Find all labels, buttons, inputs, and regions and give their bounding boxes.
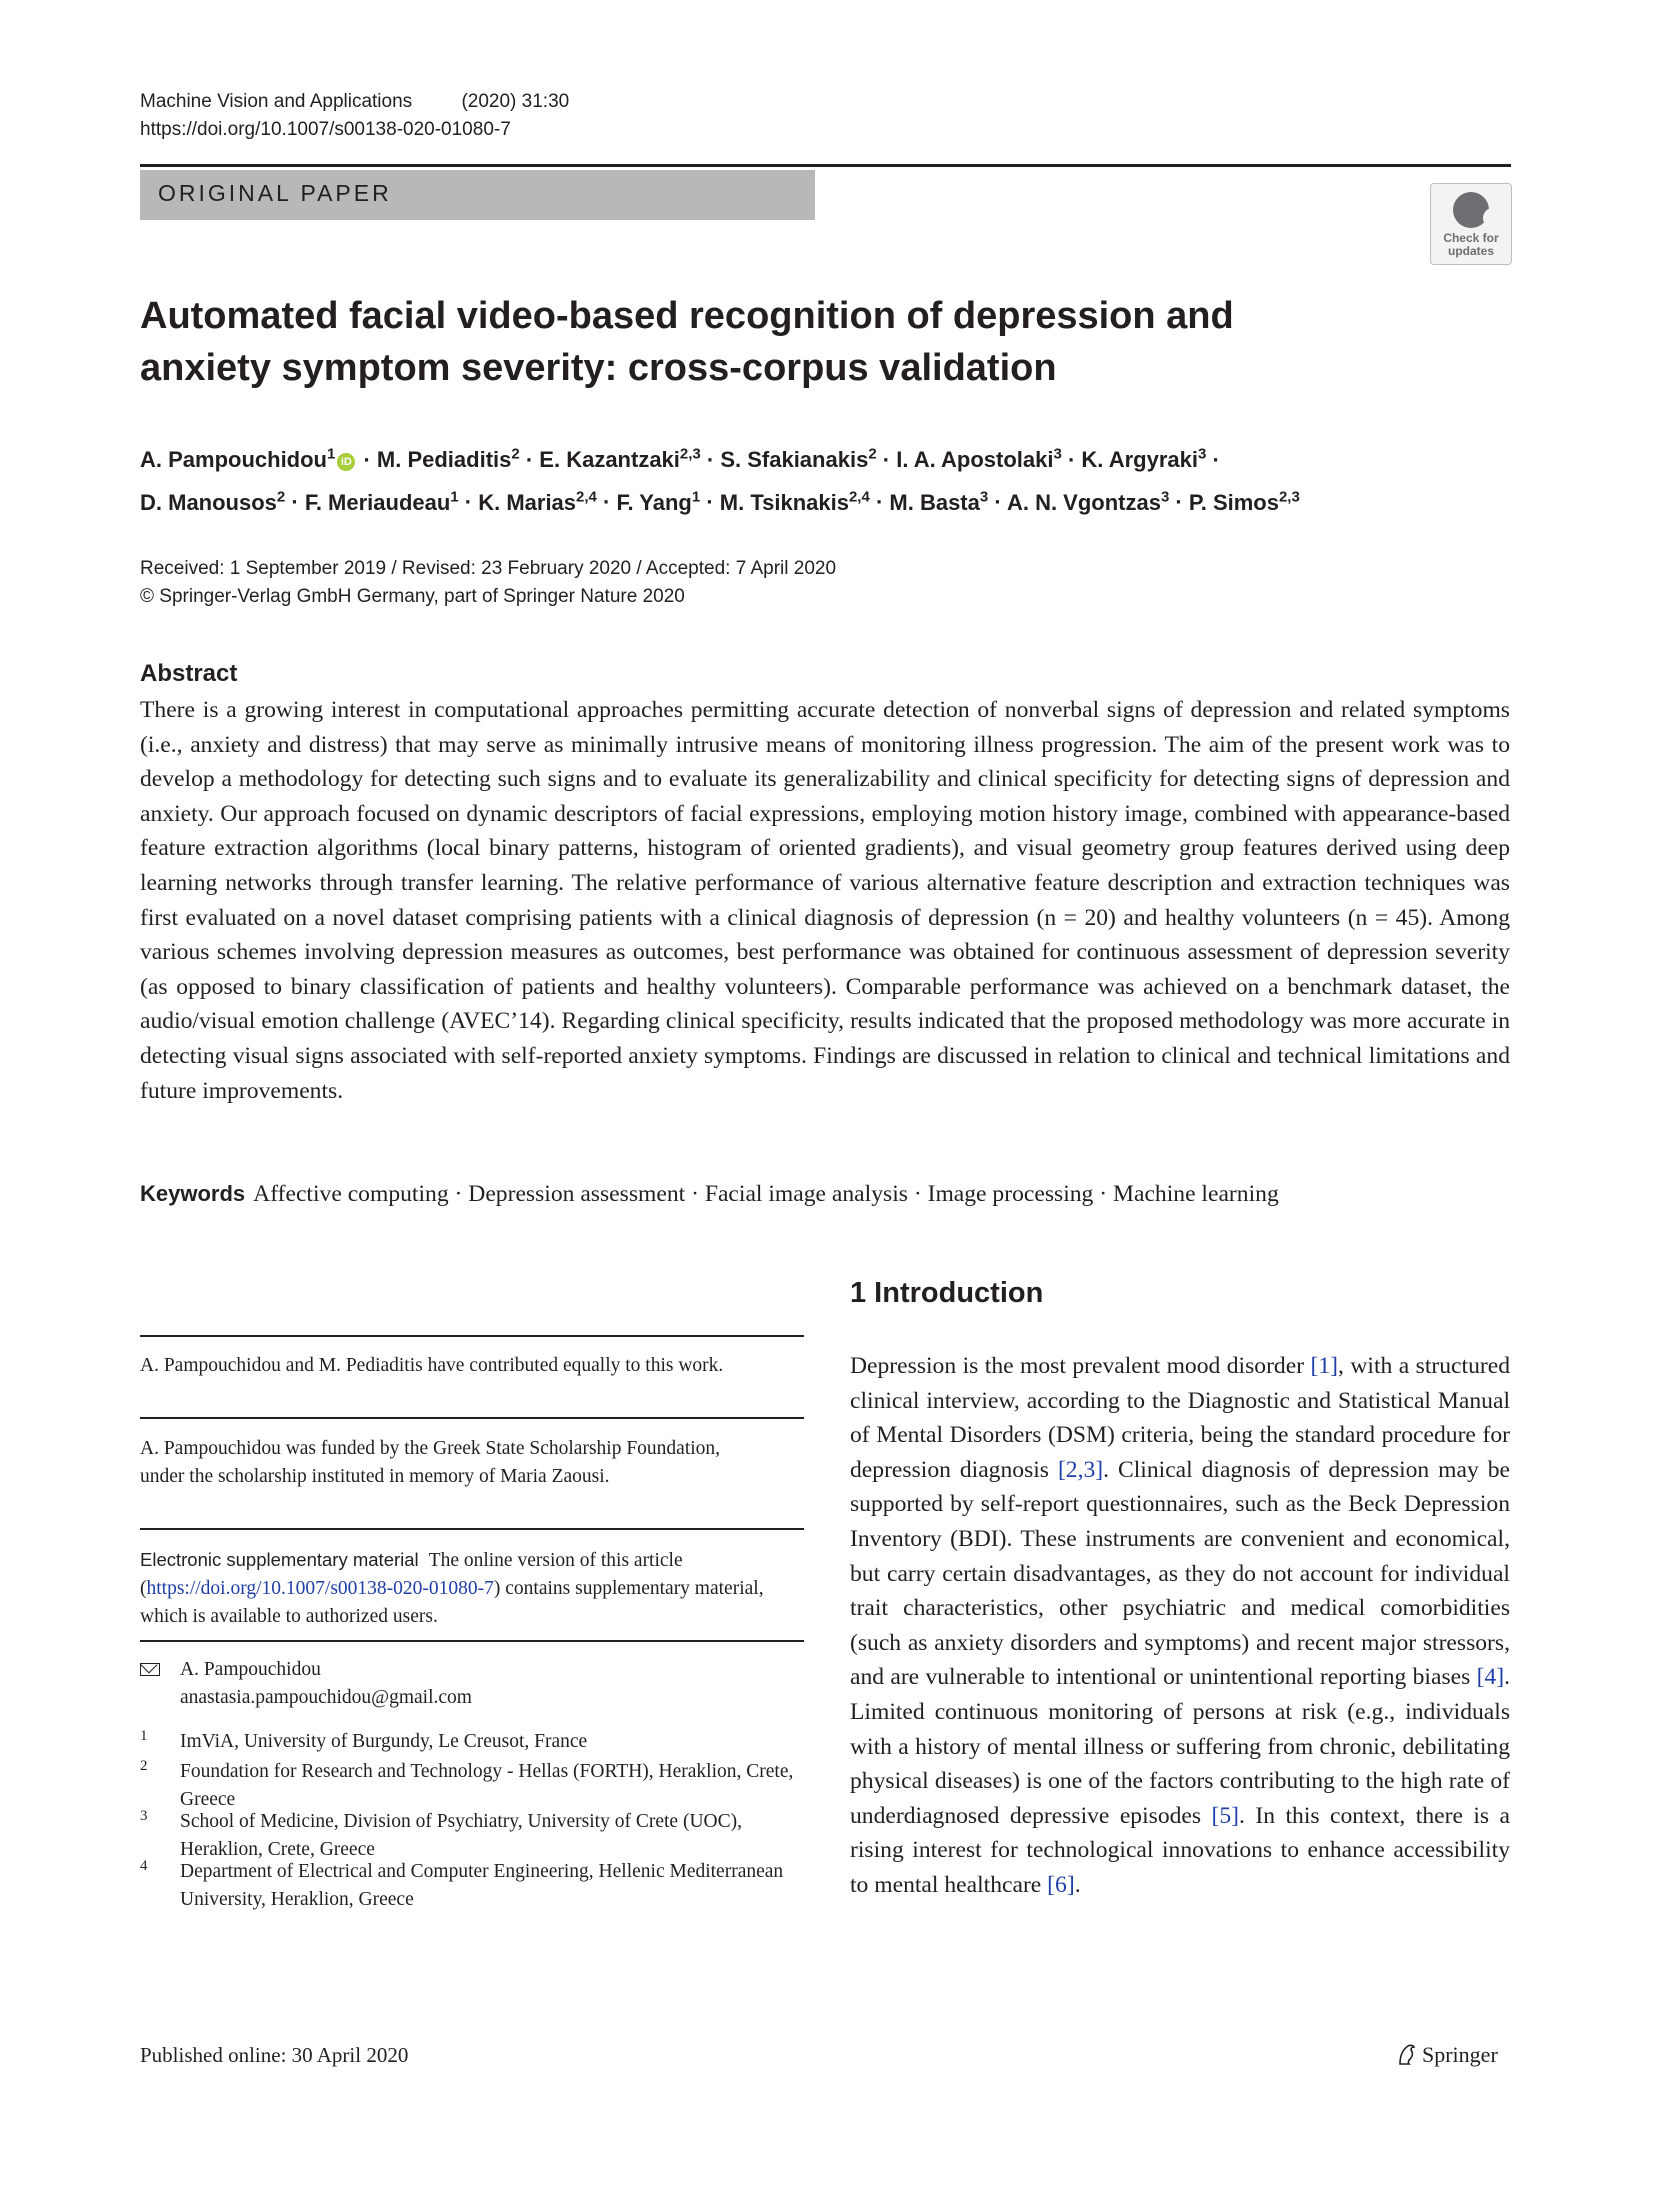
footnote-esm [140,1546,804,1631]
title-line1: Automated facial video-based recognition of depression and [140,295,1234,337]
affiliation-marker: 1 [327,446,336,463]
affiliation-text: ImViA, University of Burgundy, Le Creusot, France [180,1731,588,1752]
citation-link[interactable]: [2,3] [1057,1456,1104,1483]
author-name[interactable]: K. Argyraki$^3$ [1081,446,1207,473]
esm-text: ) contains supplementary material, which is available to authorized users. [140,1578,764,1627]
author-separator: · [1206,447,1220,473]
affiliation-item [140,1858,804,1914]
affiliation-number: 2 [140,1758,148,1774]
springer-horse-icon [1396,2042,1418,2066]
affiliation-marker: 2,4 [848,488,870,506]
author-name[interactable]: A. Pampouchidou$^1$ [140,446,336,473]
affiliation-item [140,1758,804,1814]
footnote-rule [140,1335,804,1337]
author-separator: · [700,489,720,515]
author-name[interactable]: M. Basta$^3$ [889,488,989,515]
check-updates-icon [1453,192,1489,228]
affiliation-number: 1 [140,1728,148,1744]
citation-link[interactable]: [4] [1476,1664,1505,1691]
author-name[interactable]: F. Meriaudeau$^1$ [304,488,459,515]
author-name[interactable]: F. Yang$^1$ [616,488,701,515]
intro-text: . Limited continuous monitoring of persons at risk (e.g., individuals with a history of mental illness or suffering from chronic, debilitating physical diseases) is one of the factors contributing to the high rate of underdiagnosed depressive episodes [850,1664,1510,1829]
journal-header [140,88,569,116]
affiliation-list [140,1728,804,1998]
article-type: ORIGINAL PAPER [158,180,392,206]
intro-text: Depression is the most prevalent mood disorder [850,1353,1311,1379]
keywords [140,1178,1520,1210]
affiliation-text: Foundation for Research and Technology - Hellas (FORTH), Heraklion, Crete, Greece [180,1761,794,1810]
author-name[interactable]: I. A. Apostolaki$^3$ [896,446,1062,473]
abstract-text: There is a growing interest in computational approaches permitting accurate detection of nonverbal signs of depression and related symptoms (i.e., anxiety and distress) that may serve as minimally intrusive means of monitoring illness progression. The aim of the present work was to develop a methodology for detecting such signs and to evaluate its generalizability and clinical specificity for detecting signs of depression and anxiety. Our approach focused on dynamic descriptors of facial expressions, employing motion history image, combined with appearance-based feature extraction algorithms (local binary patterns, histogram of oriented gradients), and visual geometry group features derived using deep learning networks through transfer learning. The relative performance of various alternative feature description and extraction techniques was first evaluated on a novel dataset comprising patients with a clinical diagnosis of depression (n = 20) and healthy volunteers (n = 45). Among various schemes involving depression measures as outcomes, best performance was obtained for continuous assessment of depression severity (as opposed to binary classification of patients and healthy volunteers). Comparable performance was achieved on a benchmark dataset, the audio/visual emotion challenge (AVEC’14). Regarding clinical specificity, results indicated that the proposed methodology was more accurate in detecting visual signs associated with self-reported anxiety symptoms. Findings are discussed in relation to clinical and technical limitations and future improvements. [140,697,1510,1104]
footnote-equal-contribution: A. Pampouchidou and M. Pediaditis have contributed equally to this work. [140,1355,724,1376]
paper-title [140,290,1240,394]
esm-text: The online version of this article ( [140,1550,683,1599]
author-separator: · [285,489,305,515]
article-dates [140,555,836,611]
affiliation-text: Department of Electrical and Computer Engineering, Hellenic Mediterranean University, Heraklion, Greece [180,1861,784,1910]
header-doi-link[interactable]: https://doi.org/10.1007/s00138-020-01080-7 [140,119,511,140]
journal-volume: (2020) 31:30 [461,91,570,112]
section-heading-introduction: 1 Introduction [850,1277,1044,1309]
intro-text: . [1074,1871,1081,1898]
affiliation-marker: 2 [511,446,520,463]
envelope-icon [140,1663,160,1676]
author-list [140,436,1520,521]
corresponding-email-link[interactable]: anastasia.pampouchidou@gmail.com [180,1687,472,1708]
author-separator: · [1061,447,1082,473]
esm-doi-link[interactable]: https://doi.org/10.1007/s00138-020-01080-7 [146,1578,494,1599]
history-dates: Received: 1 September 2019 / Revised: 23 February 2020 / Accepted: 7 April 2020 [140,558,837,579]
author-separator: · [876,447,897,473]
abstract-heading: Abstract [140,660,238,687]
author-line-2 [140,478,1520,520]
affiliation-marker: 3 [979,488,989,506]
author-separator: · [869,489,890,515]
author-separator: · [519,447,540,473]
author-name[interactable]: A. N. Vgontzas$^3$ [1006,488,1170,515]
intro-text: . In this context, there is a rising interest for technological innovations to enhance accessibility to mental healthcare [850,1802,1510,1898]
author-name[interactable]: M. Tsiknakis$^{2,4}$ [719,488,870,515]
journal-name: Machine Vision and Applications [140,91,413,112]
publisher-logo [1396,2042,1498,2068]
author-name[interactable]: M. Pediaditis$^2$ [376,446,520,473]
footnote-funding: A. Pampouchidou was funded by the Greek State Scholarship Foundation, under the scholarship instituted in memory of Maria Zaousi. [140,1438,721,1487]
affiliation-text: School of Medicine, Division of Psychiatry, University of Crete (UOC), Heraklion, Crete, Greece [180,1811,742,1860]
introduction-text [850,1349,1510,1903]
footnote-rule [140,1640,804,1642]
affiliation-marker: 2,3 [679,446,701,463]
check-for-updates-button[interactable] [1430,183,1512,265]
author-separator: · [458,489,479,515]
intro-text: , with a structured clinical interview, according to the Diagnostic and Statistical Manual of Mental Disorders (DSM) criteria, being the standard procedure for depression diagnosis [850,1353,1510,1483]
footnote-rule [140,1417,804,1419]
header-rule-right [815,164,1511,167]
affiliation-marker: 3 [1197,446,1207,463]
affiliation-marker: 1 [691,488,701,506]
author-separator: · [988,489,1007,515]
citation-link[interactable]: [1] [1310,1353,1339,1379]
author-name[interactable]: P. Simos$^{2,3}$ [1188,488,1300,515]
affiliation-marker: 3 [1053,446,1062,463]
published-date: Published online: 30 April 2020 [140,2043,409,2067]
keywords-label: Keywords [140,1181,246,1206]
affiliation-marker: 2,4 [576,488,597,506]
affiliation-number: 3 [140,1808,148,1824]
affiliation-marker: 2 [868,446,877,463]
affiliation-marker: 3 [1160,488,1170,506]
citation-link[interactable]: [5] [1211,1802,1240,1829]
author-separator: · [700,447,721,473]
footnote-rule [140,1528,804,1530]
author-separator: · [357,447,377,473]
author-name[interactable]: K. Marias$^{2,4}$ [478,488,597,515]
corresponding-name: A. Pampouchidou [180,1659,321,1680]
intro-text: . Clinical diagnosis of depression may be supported by self-report questionnaires, such as the Beck Depression Inventory (BDI). These instruments are convenient and economical, but carry certain disadvantages, as they do not account for individual trait characteristics, other psychiatric and medical comorbidities (such as anxiety disorders and symptoms) and recent major stressors, and are vulnerable to intentional or unintentional reporting biases [850,1456,1510,1691]
esm-label: Electronic supplementary material [140,1549,419,1570]
author-separator: · [596,489,617,515]
affiliation-item [140,1808,804,1864]
header-rule [140,164,815,167]
author-name[interactable]: D. Manousos$^2$ [140,488,286,515]
citation-link[interactable]: [6] [1047,1871,1075,1898]
keywords-text: Affective computing · Depression assessment · Facial image analysis · Image processing · Machine learning [253,1181,1279,1207]
affiliation-marker: 1 [450,488,459,506]
orcid-icon[interactable]: iD [337,453,355,471]
affiliation-number: 4 [140,1858,148,1874]
copyright: © Springer-Verlag GmbH Germany, part of Springer Nature 2020 [140,586,685,607]
badge-line2: updates [1447,244,1494,258]
publisher-name: Springer [1422,2042,1498,2067]
author-line-1 [140,436,1520,478]
affiliation-marker: 2,3 [1278,488,1300,506]
author-name[interactable]: E. Kazantzaki$^{2,3}$ [539,446,701,473]
author-separator: · [1169,489,1189,515]
title-line2: anxiety symptom severity: cross-corpus validation [140,347,1057,389]
affiliation-marker: 2 [276,488,286,506]
badge-line1: Check for [1443,231,1499,245]
author-name[interactable]: S. Sfakianakis$^2$ [720,446,877,473]
